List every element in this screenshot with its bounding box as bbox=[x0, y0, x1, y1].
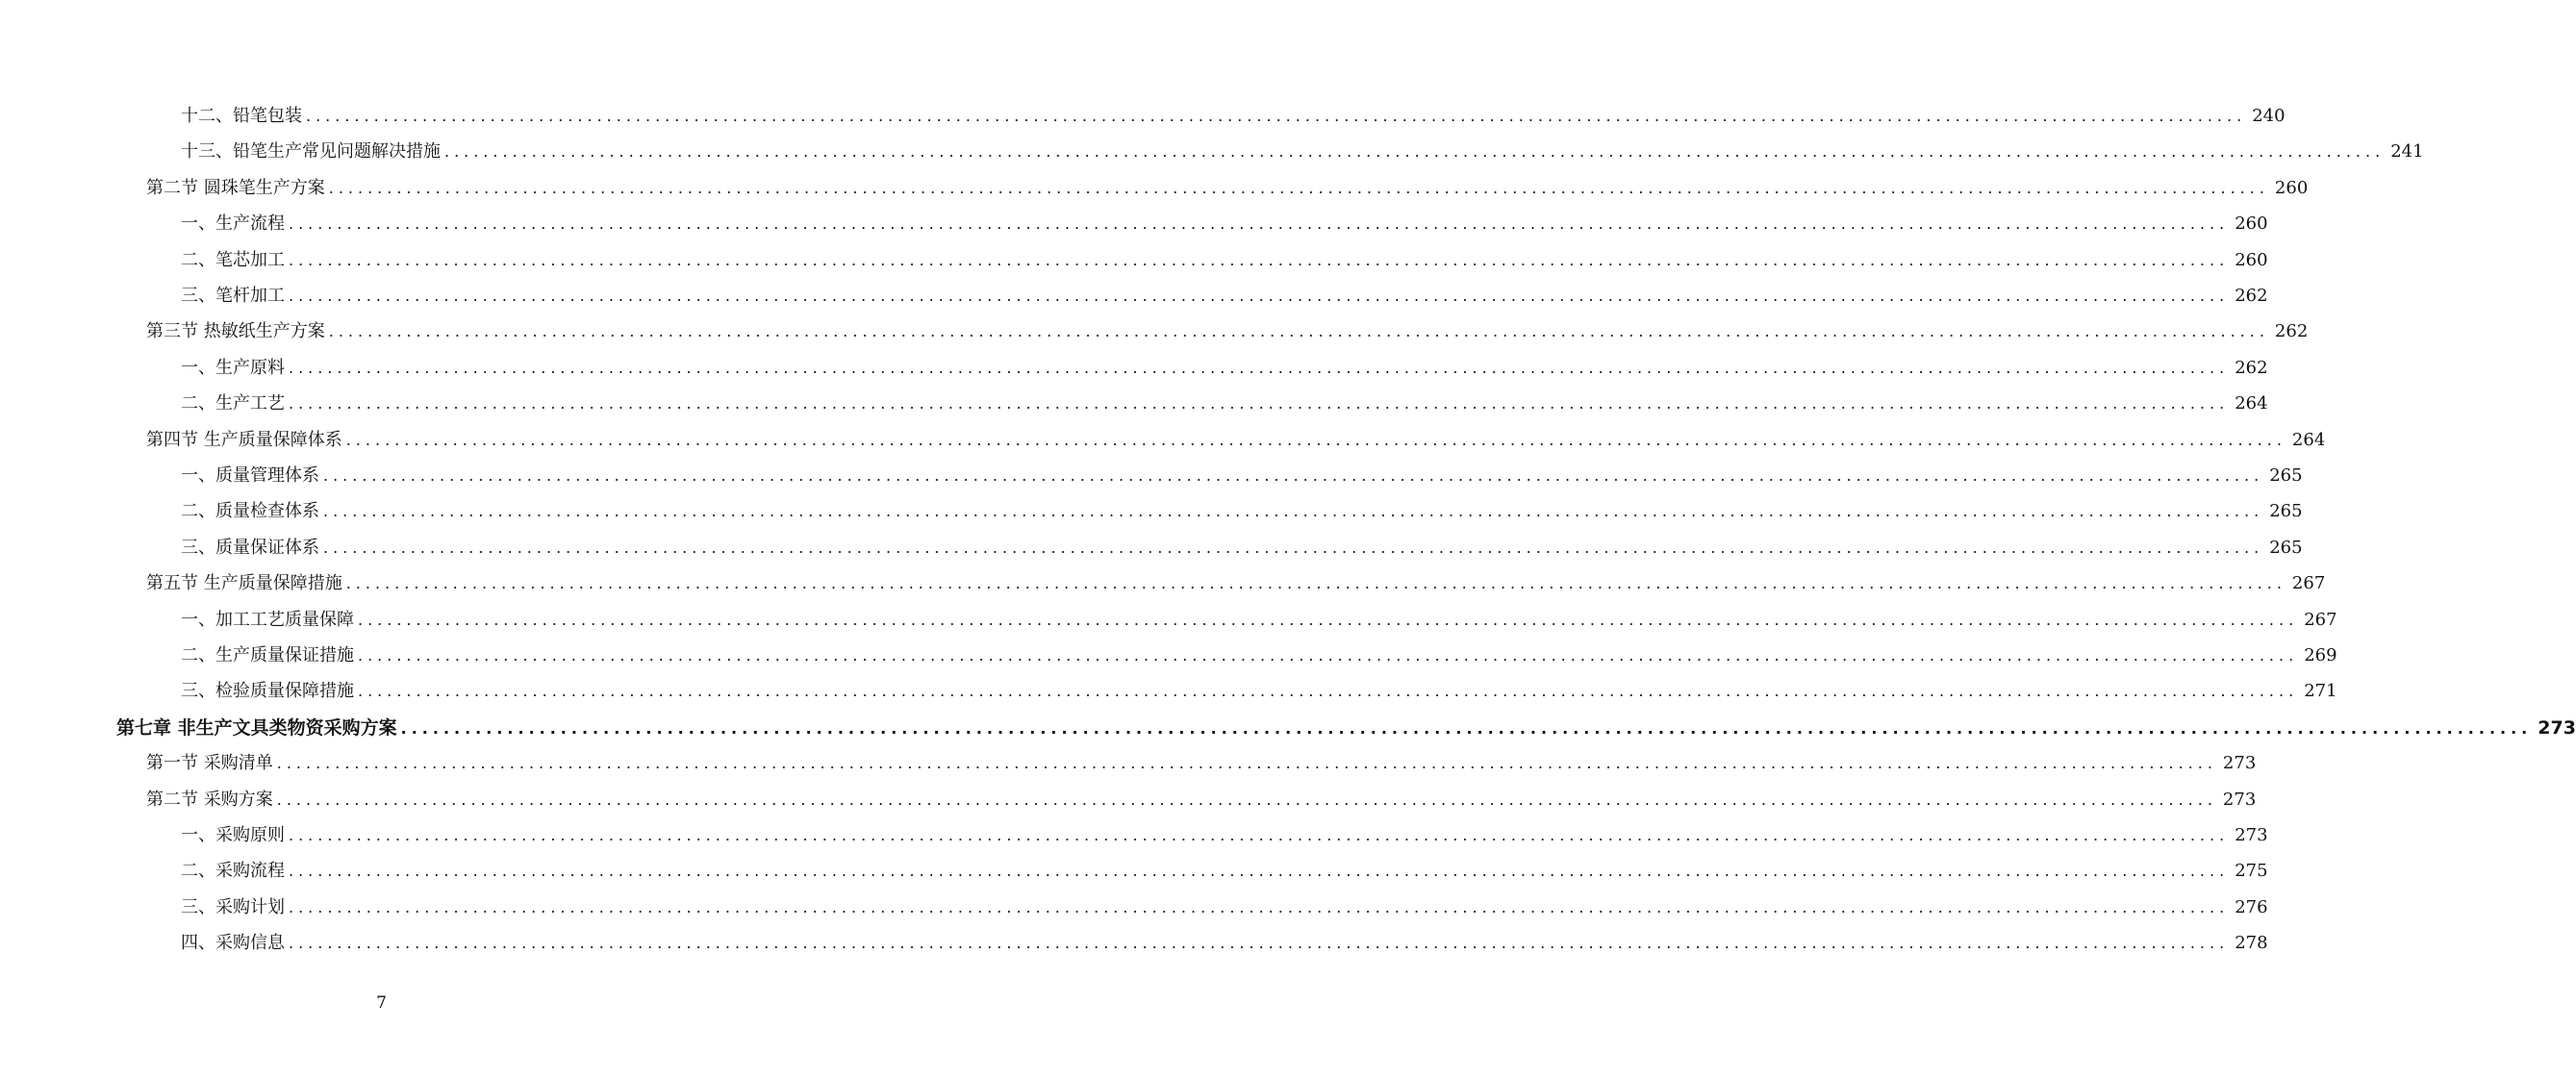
toc-line bbox=[146, 174, 2309, 199]
toc-line bbox=[181, 929, 2268, 954]
toc-line bbox=[181, 677, 2337, 702]
toc-page-number: 273 bbox=[2222, 789, 2257, 810]
toc-title: 一、加工工艺质量保障 bbox=[181, 609, 354, 630]
toc-page-number: 273 bbox=[2222, 753, 2257, 774]
toc-subsection-entry bbox=[0, 534, 2303, 563]
toc-page-number: 265 bbox=[2269, 537, 2303, 558]
toc-dot-leader: ........................................................................................................................................................................................................ bbox=[289, 862, 2230, 881]
toc-line bbox=[146, 426, 2326, 451]
toc-section-entry bbox=[0, 317, 2309, 346]
toc-section-entry bbox=[0, 749, 2257, 778]
toc-title: 一、质量管理体系 bbox=[181, 465, 319, 486]
toc-line bbox=[146, 749, 2257, 774]
toc-subsection-entry bbox=[0, 929, 2268, 958]
toc-title: 二、采购流程 bbox=[181, 861, 285, 882]
toc-page-number: 273 bbox=[2538, 716, 2576, 739]
toc-page-number: 262 bbox=[2235, 286, 2268, 306]
page-number: 7 bbox=[376, 993, 387, 1013]
toc-title: 第一节 采购清单 bbox=[146, 753, 273, 774]
toc-subsection-entry bbox=[0, 210, 2268, 238]
toc-title: 第五节 生产质量保障措施 bbox=[146, 573, 342, 594]
toc-page-number: 276 bbox=[2235, 896, 2268, 917]
toc-subsection-entry bbox=[0, 821, 2268, 850]
toc-subsection-entry bbox=[0, 857, 2268, 886]
toc-title: 二、质量检查体系 bbox=[181, 501, 319, 522]
toc-page-number: 240 bbox=[2252, 106, 2286, 126]
toc-title: 二、生产工艺 bbox=[181, 393, 285, 414]
toc-dot-leader: ........................................................................................................................................................................................................ bbox=[358, 610, 2299, 629]
toc-line bbox=[181, 497, 2303, 522]
toc-title: 第四节 生产质量保障体系 bbox=[146, 429, 342, 450]
toc-dot-leader: ........................................................................................................................................................................................................ bbox=[289, 250, 2230, 269]
toc-page-number: 262 bbox=[2274, 321, 2309, 342]
toc-line bbox=[181, 138, 2424, 163]
toc-page-number: 262 bbox=[2235, 357, 2268, 378]
toc-dot-leader: ........................................................................................................................................................................................................ bbox=[444, 142, 2386, 162]
toc-page-number: 260 bbox=[2274, 177, 2309, 198]
toc-title: 二、生产质量保证措施 bbox=[181, 645, 354, 665]
toc-dot-leader: ........................................................................................................................................................................................................ bbox=[358, 646, 2299, 665]
toc-line bbox=[181, 389, 2268, 414]
toc-subsection-entry bbox=[0, 677, 2337, 706]
toc-page-number: 264 bbox=[2291, 429, 2326, 450]
toc-dot-leader: ........................................................................................................................................................................................................ bbox=[345, 574, 2286, 593]
toc-page-number: 265 bbox=[2269, 501, 2303, 522]
toc-line bbox=[181, 354, 2268, 379]
toc-subsection-entry bbox=[0, 462, 2303, 490]
toc-page-number: 260 bbox=[2235, 249, 2268, 270]
toc-dot-leader: ........................................................................................................................................................................................................ bbox=[289, 826, 2230, 844]
toc-page-number: 265 bbox=[2269, 465, 2303, 486]
toc-title: 一、采购原则 bbox=[181, 825, 285, 845]
toc-page-number: 269 bbox=[2304, 645, 2337, 665]
toc-line bbox=[181, 606, 2337, 631]
toc-subsection-entry bbox=[0, 893, 2268, 922]
toc-line bbox=[181, 102, 2286, 127]
toc-subsection-entry bbox=[0, 138, 2424, 166]
toc-title: 第二节 圆珠笔生产方案 bbox=[146, 177, 325, 198]
toc-subsection-entry bbox=[0, 497, 2303, 526]
toc-title: 第二节 采购方案 bbox=[146, 789, 273, 810]
toc-title: 三、笔杆加工 bbox=[181, 286, 285, 306]
toc-line bbox=[146, 786, 2257, 811]
toc-section-entry bbox=[0, 426, 2326, 455]
toc-title: 四、采购信息 bbox=[181, 933, 285, 954]
toc-line bbox=[181, 210, 2268, 235]
toc-subsection-entry bbox=[0, 641, 2337, 670]
toc-section-entry bbox=[0, 174, 2309, 203]
toc-dot-leader: ........................................................................................................................................................................................................ bbox=[289, 934, 2230, 953]
toc-dot-leader: ........................................................................................................................................................................................................ bbox=[289, 394, 2230, 414]
toc-line bbox=[181, 641, 2337, 666]
toc-chapter-entry bbox=[0, 714, 2576, 742]
toc-subsection-entry bbox=[0, 282, 2268, 311]
toc-subsection-entry bbox=[0, 246, 2268, 275]
toc-subsection-entry bbox=[0, 606, 2337, 635]
toc-section-entry bbox=[0, 786, 2257, 815]
toc-title: 第三节 热敏纸生产方案 bbox=[146, 321, 325, 342]
toc-title: 三、检验质量保障措施 bbox=[181, 681, 354, 702]
toc-dot-leader: ........................................................................................................................................................................................................ bbox=[276, 790, 2217, 809]
toc-dot-leader: ........................................................................................................................................................................................................ bbox=[289, 287, 2230, 305]
toc-dot-leader: ........................................................................................................................................................................................................ bbox=[323, 538, 2264, 557]
toc-line bbox=[146, 317, 2309, 342]
toc-dot-leader: ........................................................................................................................................................................................................ bbox=[289, 358, 2230, 377]
toc-page-number: 260 bbox=[2235, 213, 2268, 235]
toc-title: 十三、铅笔生产常见问题解决措施 bbox=[181, 141, 441, 163]
toc-subsection-entry bbox=[0, 389, 2268, 418]
toc-page-number: 267 bbox=[2291, 573, 2326, 594]
toc-line bbox=[181, 462, 2303, 487]
toc-dot-leader: ........................................................................................................................................................................................................ bbox=[306, 107, 2247, 125]
toc-line bbox=[146, 569, 2326, 594]
toc-dot-leader: ........................................................................................................................................................................................................ bbox=[358, 682, 2299, 701]
toc-line bbox=[116, 714, 2576, 740]
toc-page-number: 273 bbox=[2235, 825, 2268, 845]
toc-line bbox=[181, 857, 2268, 882]
toc-title: 一、生产原料 bbox=[181, 357, 285, 378]
toc-title: 一、生产流程 bbox=[181, 213, 285, 235]
toc-title: 十二、铅笔包装 bbox=[181, 106, 302, 126]
toc-page-number: 275 bbox=[2235, 861, 2268, 882]
toc-dot-leader: ........................................................................................................................................................................................................ bbox=[328, 178, 2269, 197]
toc-page-number: 278 bbox=[2235, 933, 2268, 954]
toc-dot-leader: ........................................................................................................................................................................................................ bbox=[323, 466, 2264, 485]
toc-title: 三、质量保证体系 bbox=[181, 537, 319, 558]
toc-dot-leader: ........................................................................................................................................................................................................ bbox=[345, 430, 2286, 449]
toc-line bbox=[181, 282, 2268, 307]
toc-section-entry bbox=[0, 569, 2326, 598]
toc-page-number: 267 bbox=[2304, 609, 2337, 630]
toc-page-number: 271 bbox=[2304, 681, 2337, 702]
toc-dot-leader: ........................................................................................................................................................................................................ bbox=[289, 897, 2230, 916]
toc-dot-leader: ........................................................................................................................................................................................................ bbox=[400, 718, 2533, 738]
toc-page-number: 241 bbox=[2390, 141, 2424, 163]
toc-line bbox=[181, 534, 2303, 559]
toc-title: 二、笔芯加工 bbox=[181, 249, 285, 270]
toc-line bbox=[181, 821, 2268, 846]
toc-dot-leader: ........................................................................................................................................................................................................ bbox=[289, 214, 2230, 234]
toc-title: 第七章 非生产文具类物资采购方案 bbox=[116, 716, 397, 739]
toc-dot-leader: ........................................................................................................................................................................................................ bbox=[276, 754, 2217, 773]
toc-page-number: 264 bbox=[2235, 393, 2268, 414]
toc-dot-leader: ........................................................................................................................................................................................................ bbox=[323, 502, 2264, 521]
toc-line bbox=[181, 893, 2268, 918]
toc-title: 三、采购计划 bbox=[181, 896, 285, 917]
toc-dot-leader: ........................................................................................................................................................................................................ bbox=[328, 322, 2269, 341]
toc-subsection-entry bbox=[0, 102, 2286, 131]
toc-line bbox=[181, 246, 2268, 271]
toc-subsection-entry bbox=[0, 354, 2268, 383]
